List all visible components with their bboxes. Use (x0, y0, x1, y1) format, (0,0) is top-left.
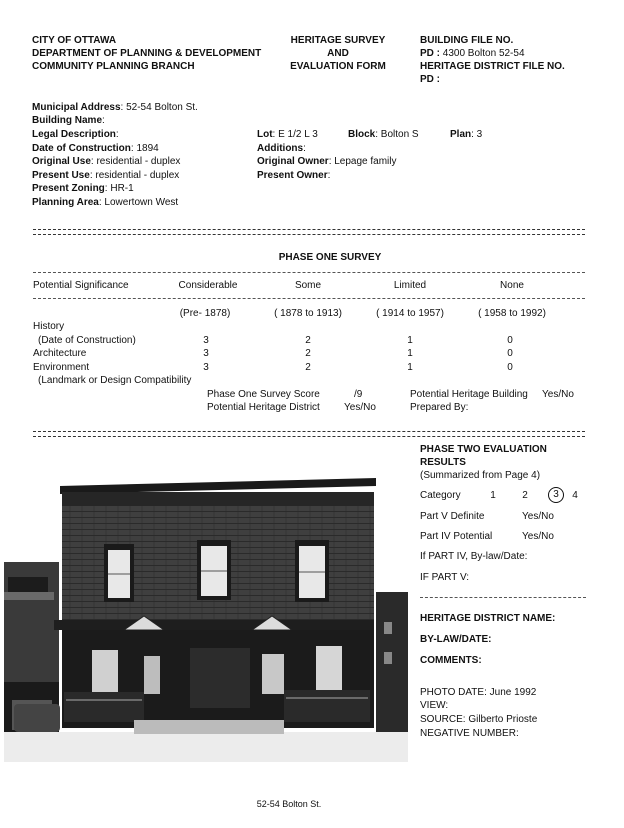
period-3: ( 1914 to 1957) (376, 308, 444, 319)
part-iv-label: Part IV Potential (420, 531, 493, 542)
row-env-label: Environment (33, 362, 90, 373)
score-label: Phase One Survey Score (207, 389, 320, 400)
col-some: Some (294, 280, 322, 291)
present-owner: Present Owner: (257, 170, 331, 181)
additions: Additions: (257, 143, 306, 154)
col-none: None (500, 280, 524, 291)
phase-two-title-2: RESULTS (420, 457, 466, 468)
significance-label: Potential Significance (33, 280, 129, 291)
bylaw-label: If PART IV, By-law/Date: (420, 551, 528, 562)
block: Block: Bolton S (348, 129, 419, 140)
row-env-val-3: 1 (407, 362, 413, 373)
org-line-1: CITY OF OTTAWA (32, 35, 117, 46)
potential-building-value: Yes/No (542, 389, 574, 400)
pd-label: PD : (420, 48, 440, 59)
building-photo-drawing (4, 452, 408, 762)
phase-two-rule (420, 597, 586, 598)
plan: Plan: 3 (450, 129, 483, 140)
district-name-label: HERITAGE DISTRICT NAME: (420, 613, 556, 624)
row-arch-val-3: 1 (407, 348, 413, 359)
category-1: 1 (490, 490, 496, 501)
col-considerable: Considerable (178, 280, 238, 291)
planning-area: Planning Area: Lowertown West (32, 197, 179, 208)
form-title-2: AND (327, 48, 349, 59)
district-file-label: HERITAGE DISTRICT FILE NO. (420, 61, 565, 72)
potential-district-label: Potential Heritage District (207, 402, 320, 413)
potential-building-label: Potential Heritage Building (410, 389, 528, 400)
pd2-label: PD : (420, 74, 440, 85)
category-4: 4 (572, 490, 578, 501)
photo-source: SOURCE: Gilberto Prioste (420, 714, 538, 725)
original-use: Original Use: residential - duplex (32, 156, 181, 167)
photo-date: PHOTO DATE: June 1992 (420, 687, 537, 698)
category-3-circled (548, 487, 564, 503)
section-divider-2 (33, 431, 585, 437)
category-3: 3 (548, 487, 564, 503)
row-env-val-1: 3 (203, 362, 209, 373)
lot: Lot: E 1/2 L 3 (257, 129, 318, 140)
org-line-2: DEPARTMENT OF PLANNING & DEVELOPMENT (32, 48, 262, 59)
row-date-val-4: 0 (507, 335, 513, 346)
row-env-val-2: 2 (305, 362, 311, 373)
part-v-if-label: IF PART V: (420, 572, 470, 583)
phase-one-title: PHASE ONE SURVEY (278, 252, 382, 263)
negative-number: NEGATIVE NUMBER: (420, 728, 519, 739)
bylaw-date-label: BY-LAW/DATE: (420, 634, 492, 645)
history-label: History (33, 321, 65, 332)
org-line-3: COMMUNITY PLANNING BRANCH (32, 61, 195, 72)
col-limited: Limited (393, 280, 427, 291)
period-2: ( 1878 to 1913) (274, 308, 342, 319)
prepared-by-label: Prepared By: (410, 402, 469, 413)
building-file-label: BUILDING FILE NO. (420, 35, 514, 46)
section-divider (33, 229, 585, 235)
part-iv-value: Yes/No (522, 531, 554, 542)
row-date-val-2: 2 (305, 335, 311, 346)
phase-two-title-1: PHASE TWO EVALUATION (420, 444, 547, 455)
row-date-label: (Date of Construction) (38, 335, 136, 346)
period-4: ( 1958 to 1992) (478, 308, 546, 319)
building-photo (4, 452, 408, 762)
phase-one-rule-top (33, 272, 585, 273)
category-2: 2 (522, 490, 528, 501)
part-v-value: Yes/No (522, 511, 554, 522)
phase-one-rule-mid (33, 298, 585, 299)
part-v-label: Part V Definite (420, 511, 485, 522)
municipal-address: Municipal Address: 52-54 Bolton St. (32, 102, 198, 113)
score-value: /9 (354, 389, 363, 400)
photo-view: VIEW: (420, 700, 449, 711)
potential-district-value: Yes/No (344, 402, 376, 413)
row-arch-label: Architecture (33, 348, 87, 359)
pd-line (420, 47, 525, 60)
period-1: (Pre- 1878) (179, 308, 231, 319)
pd-value: 4300 Bolton 52-54 (442, 48, 525, 59)
row-arch-val-4: 0 (507, 348, 513, 359)
form-title-3: EVALUATION FORM (290, 61, 386, 72)
form-title-1: HERITAGE SURVEY (290, 35, 386, 46)
category-label: Category (420, 490, 461, 501)
building-name: Building Name: (32, 115, 105, 126)
row-arch-val-2: 2 (305, 348, 311, 359)
present-zoning: Present Zoning: HR-1 (32, 183, 134, 194)
row-arch-val-1: 3 (203, 348, 209, 359)
row-date-val-1: 3 (203, 335, 209, 346)
phase-two-subtitle: (Summarized from Page 4) (420, 470, 541, 481)
original-owner: Original Owner: Lepage family (257, 156, 397, 167)
date-of-construction: Date of Construction: 1894 (32, 143, 159, 154)
row-date-val-3: 1 (407, 335, 413, 346)
env-note: (Landmark or Design Compatibility (38, 375, 192, 386)
comments-label: COMMENTS: (420, 655, 482, 666)
row-env-val-4: 0 (507, 362, 513, 373)
legal-description: Legal Description: (32, 129, 119, 140)
photo-caption: 52-54 Bolton St. (256, 799, 322, 809)
present-use: Present Use: residential - duplex (32, 170, 180, 181)
